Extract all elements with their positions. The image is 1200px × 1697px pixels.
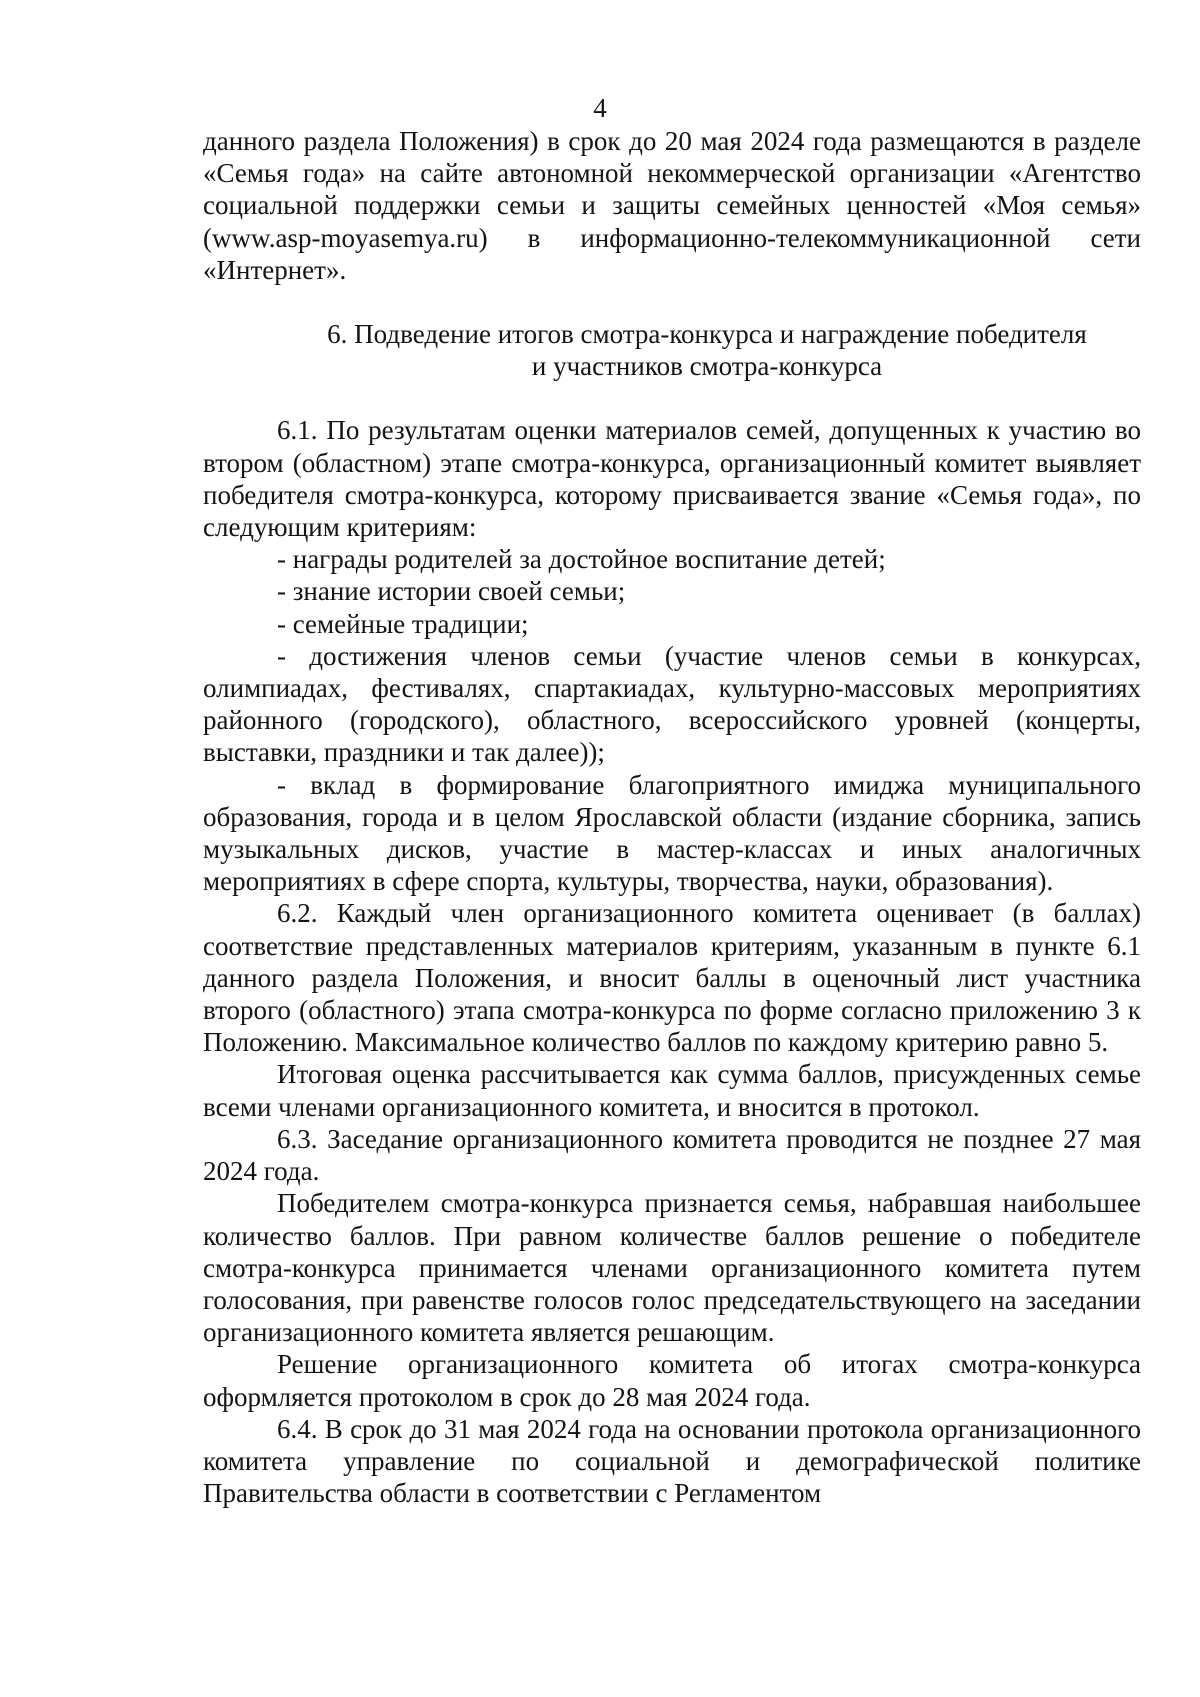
clause-6-1-intro: 6.1. По результатам оценки материалов семей, допущенных к участию во втором (областном) этапе смотра-конкурса, организационный комитет выявляет победителя смотра-конкурса, которому присваивается звание «Семья года», по следующим критериям: — [203, 415, 1141, 543]
clause-6-2-total-score: Итоговая оценка рассчитывается как сумма баллов, присужденных семье всеми членами организационного комитета, и вносится в протокол. — [203, 1059, 1141, 1122]
criterion-item: - достижения членов семьи (участие членов семьи в конкурсах, олимпиадах, фестивалях, спартакиадах, культурно-массовых мероприятиях районного (городского), областного, всероссийского уровней (концерты, выставки, праздники и так далее)); — [203, 640, 1141, 768]
criterion-item: - семейные традиции; — [277, 608, 529, 639]
clause-6-2: 6.2. Каждый член организационного комитета оценивает (в баллах) соответствие представленных материалов критериям, указанным в пункте 6.1 данного раздела Положения, и вносит баллы в оценочный лист участника второго (областного) этапа смотра-конкурса по форме согласно приложению 3 к Положению. Максимальное количество баллов по каждому критерию равно 5. — [203, 898, 1141, 1058]
section-heading-line-1: 6. Подведение итогов смотра-конкурса и награждение победителя — [327, 319, 1087, 350]
clause-6-4: 6.4. В срок до 31 мая 2024 года на основании протокола организационного комитета управление по социальной и демографической политике Правительства области в соответствии с Регламентом — [203, 1413, 1141, 1509]
criterion-item: - награды родителей за достойное воспитание детей; — [277, 544, 886, 575]
criterion-item: - знание истории своей семьи; — [277, 576, 626, 607]
spacer — [203, 382, 1141, 414]
continued-paragraph: данного раздела Положения) в срок до 20 мая 2024 года размещаются в разделе «Семья года» на сайте автономной некоммерческой организации «Агентство социальной поддержки семьи и защиты семейных ценностей «Моя семья» (www.asp-moyasemya.ru) в информационно-телекоммуникационной сети «Интернет». — [203, 126, 1141, 285]
criterion-item: - вклад в формирование благоприятного имиджа муниципального образования, города и в целом Ярославской области (издание сборника, запись музыкальных дисков, участие в мастер-классах и иных аналогичных мероприятиях в сфере спорта, культуры, творчества, науки, образования). — [203, 769, 1141, 897]
clause-6-3: 6.3. Заседание организационного комитета проводится не позднее 27 мая 2024 года. — [203, 1123, 1141, 1187]
spacer — [203, 286, 1141, 318]
section-heading-line-2: и участников смотра-конкурса — [531, 351, 883, 382]
page-number: 4 — [593, 93, 607, 123]
clause-6-3-decision: Решение организационного комитета об итогах смотра-конкурса оформляется протоколом в срок до 28 мая 2024 года. — [203, 1349, 1141, 1412]
clause-6-3-winner: Победителем смотра-конкурса признается семья, набравшая наибольшее количество баллов. При равном количестве баллов решение о победителе смотра-конкурса принимается членами организационного комитета путем голосования, при равенстве голосов голос председательствующего на заседании организационного комитета является решающим. — [203, 1188, 1141, 1348]
document-body — [203, 125, 1141, 1509]
